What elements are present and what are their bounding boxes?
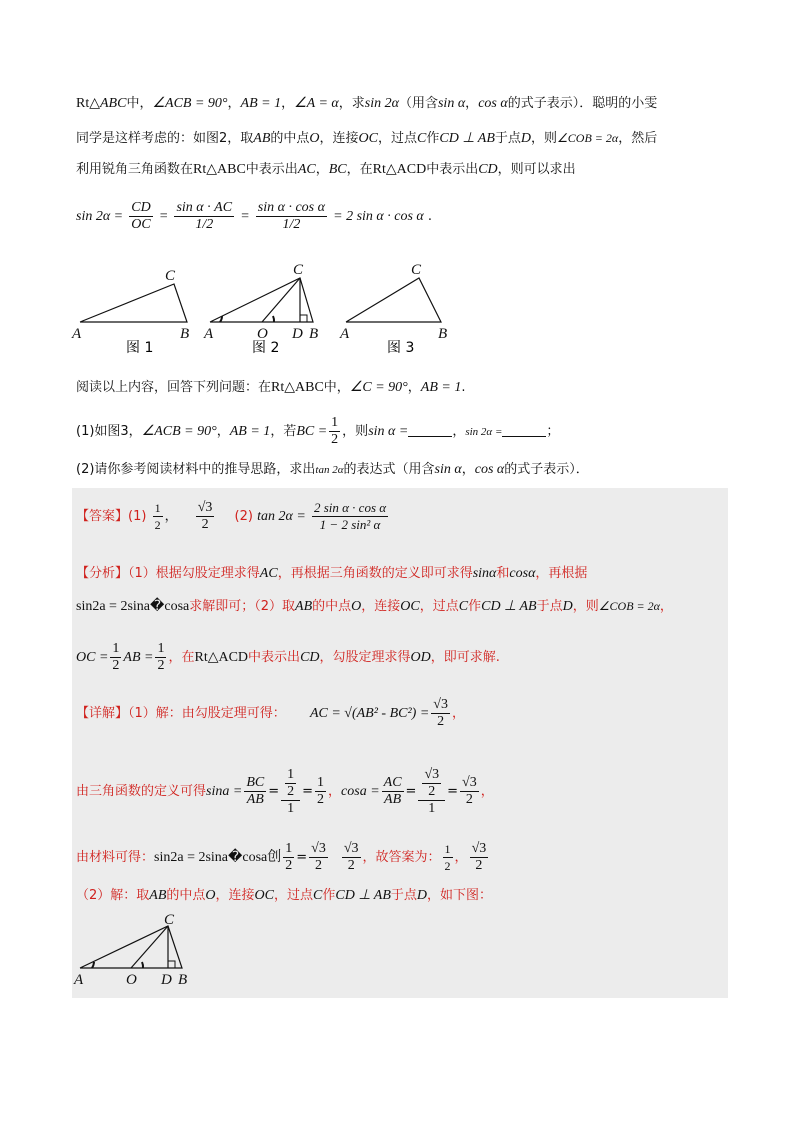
analysis-line-3: OC = $\frac{1}{2}$ AB = $\frac{1}{2}$ ，在Rt△ACD中表示出CD，勾股定理求得OD，即可求解. xyxy=(76,641,500,673)
formula-frac-1: $\frac{CD}{OC}$ xyxy=(131,200,151,232)
fig3-label-b: B xyxy=(438,326,448,342)
question-part-1: (1)如图3，∠ACB = 90°，AB = 1，若BC = $\frac{1}{2}$ ，则sin α = ，sin 2α = ； xyxy=(76,415,560,447)
answer-blank-2[interactable] xyxy=(502,426,546,437)
fig2-label-d: D xyxy=(292,326,303,342)
fig1-label-b: B xyxy=(180,326,190,342)
question-line: 阅读以上内容，回答下列问题：在Rt△ABC中，∠C = 90°，AB = 1. xyxy=(76,380,466,395)
answer-line: 【答案】(1) $\frac{1}{2}$ ， $\frac{√3}{2}$ (2) tan 2α = $\frac{\text{2 sin α · cos α}}{\text{1 − 2 sin² α}}$ xyxy=(76,500,387,532)
formula-frac-2: $\frac{\text{sin α · AC}}{1/2}$ xyxy=(176,200,233,232)
fig1-label-c: C xyxy=(165,268,176,284)
intro-line-1: Rt△ABC中，∠ACB = 90°，AB = 1，∠A = α，求sin 2α（用含sin α，cos α的式子表示）．聪明的小雯 xyxy=(76,96,658,111)
intro-line-3: 利用锐角三角函数在Rt△ABC中表示出AC，BC，在Rt△ACD中表示出CD，则可以求出 xyxy=(76,162,576,177)
figure-1 xyxy=(71,268,189,342)
sol-fig-label-a: A xyxy=(74,972,84,988)
analysis-line-2: sin2a = 2sina�cosa求解即可；（2）取AB的中点O，连接OC，过点C作CD ⊥ AB于点D，则∠COB = 2α， xyxy=(76,599,673,614)
solution-figure xyxy=(70,912,210,992)
fig2-label-b: B xyxy=(309,326,319,342)
detail-line-4: （2）解：取AB的中点O，连接OC，过点C作CD ⊥ AB于点D，如下图： xyxy=(76,888,493,903)
fig3-label-c: C xyxy=(411,262,422,278)
figures-diagram xyxy=(60,258,480,368)
analysis-line-1: 【分析】（1）根据勾股定理求得AC，再根据三角函数的定义即可求得sinα和cosα，再根据 xyxy=(76,566,588,581)
answer-blank-1[interactable] xyxy=(408,426,452,437)
fig2-caption: 图 2 xyxy=(252,340,280,356)
sol-fig-label-c: C xyxy=(164,912,175,928)
fig2-label-o: O xyxy=(257,326,268,342)
formula-frac-3: $\frac{\text{sin α · cos α}}{1/2}$ xyxy=(257,200,325,232)
detail-line-2: 由三角函数的定义可得sina = $\frac{BC}{AB}$ = $\frac{\frac{1}{2}}{1}$ = $\frac{1}{2}$ ，cosa = $\frac{AC}{AB}$ = $\frac{\frac{√3}{2}}{1}$ = $\frac{√3}{2}$ ， xyxy=(76,766,494,816)
intro-line-2: 同学是这样考虑的：如图2，取AB的中点O，连接OC，过点C作CD ⊥ AB于点D，则∠COB = 2α，然后 xyxy=(76,131,658,146)
detail-line-3: 由材料可得：sin2a = 2sina�cosa创 $\frac{1}{2}$ = $\frac{√3}{2}$ $\frac{√3}{2}$ ，故答案为： $\frac{1}{2}$ ， $\frac{√3}{2}$ xyxy=(76,841,487,873)
fig3-label-a: A xyxy=(340,326,350,342)
sol-fig-label-o: O xyxy=(126,972,137,988)
fig1-caption: 图 1 xyxy=(126,340,154,356)
intro-formula: sin 2α = $\frac{CD}{OC}$ = $\frac{\text{sin α · AC}}{1/2}$ = $\frac{\text{sin α · cos α}}{1/2}$ = 2 sin α · cos α . xyxy=(76,200,433,232)
sol-fig-label-d: D xyxy=(161,972,172,988)
detail-line-1: 【详解】（1）解：由勾股定理可得： AC = √(AB² - BC²) = $\frac{√3}{2}$ ， xyxy=(76,697,465,729)
fig2-label-c: C xyxy=(293,262,304,278)
fig3-caption: 图 3 xyxy=(387,340,415,356)
figure-2 xyxy=(203,262,318,342)
question-part-2: (2)请你参考阅读材料中的推导思路，求出tan 2α的表达式（用含sin α，cos α的式子表示）． xyxy=(76,462,589,477)
sol-fig-label-b: B xyxy=(178,972,188,988)
fig1-label-a: A xyxy=(72,326,82,342)
fig2-label-a: A xyxy=(204,326,214,342)
figure-3 xyxy=(339,262,447,342)
